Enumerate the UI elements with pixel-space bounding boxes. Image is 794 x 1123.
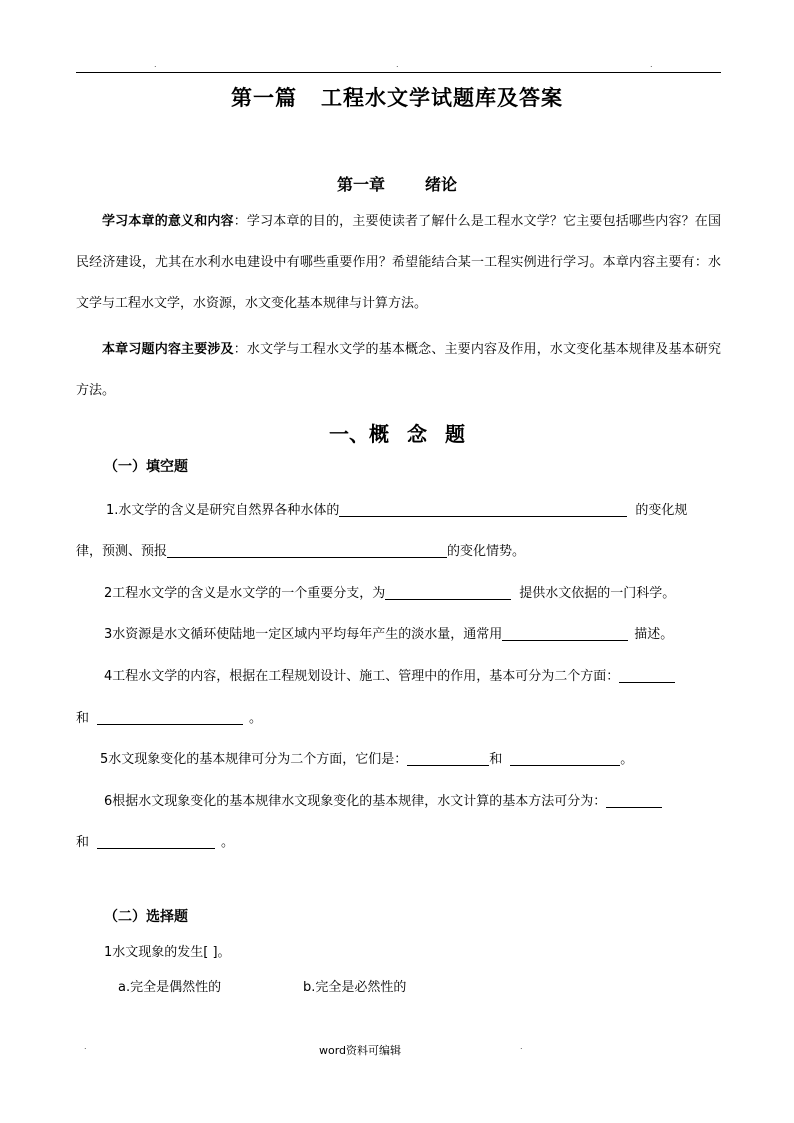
fill-question-6-line-1 xyxy=(104,790,662,809)
q1-blank-1[interactable] xyxy=(339,502,627,517)
q6-blank-1[interactable] xyxy=(606,793,662,808)
fill-question-3 xyxy=(104,623,673,642)
footer-dot-right: . xyxy=(520,1042,523,1051)
q5-text-c: 。 xyxy=(620,752,634,767)
header-dot-center: . xyxy=(396,60,399,69)
choice-option-a[interactable]: a.完全是偶然性的 xyxy=(118,980,222,995)
section-title xyxy=(0,418,794,447)
section-char-3: 题 xyxy=(445,422,465,446)
footer-dot-left: . xyxy=(84,1042,87,1051)
q1-blank-2[interactable] xyxy=(167,543,447,558)
chapter-name: 绪论 xyxy=(425,175,458,194)
fill-question-1-line-1 xyxy=(106,499,687,518)
q4-blank-2[interactable] xyxy=(97,710,243,725)
section-char-1: 一、概 xyxy=(329,422,389,446)
q5-blank-2[interactable] xyxy=(510,751,620,766)
q1-text-d: 的变化情势。 xyxy=(447,544,526,559)
q3-text-a: 3水资源是水文循环使陆地一定区域内平均每年产生的淡水量，通常用 xyxy=(104,627,503,642)
q4-text-a: 4工程水文学的内容，根据在工程规划设计、施工、管理中的作用，基本可分为二个方面： xyxy=(104,669,620,684)
q6-text-a: 6根据水文现象变化的基本规律水文现象变化的基本规律，水文计算的基本方法可分为： xyxy=(104,794,607,809)
choice-question-1: 1水文现象的发生[ ]。 xyxy=(104,945,231,960)
fill-question-2 xyxy=(104,582,675,601)
intro-1-bold: 学习本章的意义和内容 xyxy=(102,214,234,229)
fill-question-6-line-2 xyxy=(76,831,234,850)
fill-question-1-line-2 xyxy=(76,540,525,559)
chapter-title xyxy=(0,172,794,195)
intro-paragraph-1 xyxy=(76,201,721,324)
intro-paragraph-2 xyxy=(76,329,721,411)
header-dot-left: . xyxy=(154,60,157,69)
intro-2-text: ：水文学与工程水文学的基本概念、主要内容及作用，水文变化基本规律及基本研究方法。 xyxy=(76,342,721,398)
fill-question-5 xyxy=(100,748,633,767)
header-rule xyxy=(76,72,721,73)
fill-heading: （一）填空题 xyxy=(104,459,188,475)
q3-blank[interactable] xyxy=(502,626,628,641)
chapter-number: 第一章 xyxy=(336,175,385,194)
title-main: 工程水文学试题库及答案 xyxy=(321,85,563,110)
q2-text-a: 2工程水文学的含义是水文学的一个重要分支，为 xyxy=(104,586,386,601)
title-part: 第一篇 xyxy=(231,85,297,110)
q5-text-b: 和 xyxy=(489,752,503,767)
q5-blank-1[interactable] xyxy=(407,751,489,766)
q6-text-c: 。 xyxy=(221,835,235,850)
intro-1-text: ：学习本章的目的，主要使读者了解什么是工程水文学？它主要包括哪些内容？在国民经济建设，尤其在水利水电建设中有哪些重要作用？希望能结合某一工程实例进行学习。本章内容主要有：水文学与工程水文学，水资源，水文变化基本规律与计算方法。 xyxy=(76,214,721,311)
intro-2-bold: 本章习题内容主要涉及 xyxy=(102,342,234,357)
q4-text-b: 和 xyxy=(76,711,90,726)
q2-blank[interactable] xyxy=(385,585,511,600)
q1-text-a: 1.水文学的含义是研究自然界各种水体的 xyxy=(106,503,340,518)
q3-text-b: 描述。 xyxy=(634,627,674,642)
q4-blank-1[interactable] xyxy=(619,668,675,683)
q6-text-b: 和 xyxy=(76,835,90,850)
choice-heading: （二）选择题 xyxy=(104,909,188,925)
section-char-2: 念 xyxy=(407,422,427,446)
header-dot-right: . xyxy=(650,60,653,69)
choice-option-b[interactable]: b.完全是必然性的 xyxy=(303,980,407,995)
fill-question-4-line-1 xyxy=(104,665,675,684)
q5-text-a: 5水文现象变化的基本规律可分为二个方面，它们是： xyxy=(100,752,408,767)
q4-text-c: 。 xyxy=(249,711,263,726)
q6-blank-2[interactable] xyxy=(97,834,215,849)
footer-text: word资料可编辑 xyxy=(319,1044,402,1057)
q1-text-b: 的变化规 xyxy=(635,503,688,518)
q2-text-b: 提供水文依据的一门科学。 xyxy=(519,586,676,601)
q1-text-c: 律，预测、预报 xyxy=(76,544,168,559)
document-title xyxy=(0,82,794,112)
fill-question-4-line-2 xyxy=(76,707,262,726)
